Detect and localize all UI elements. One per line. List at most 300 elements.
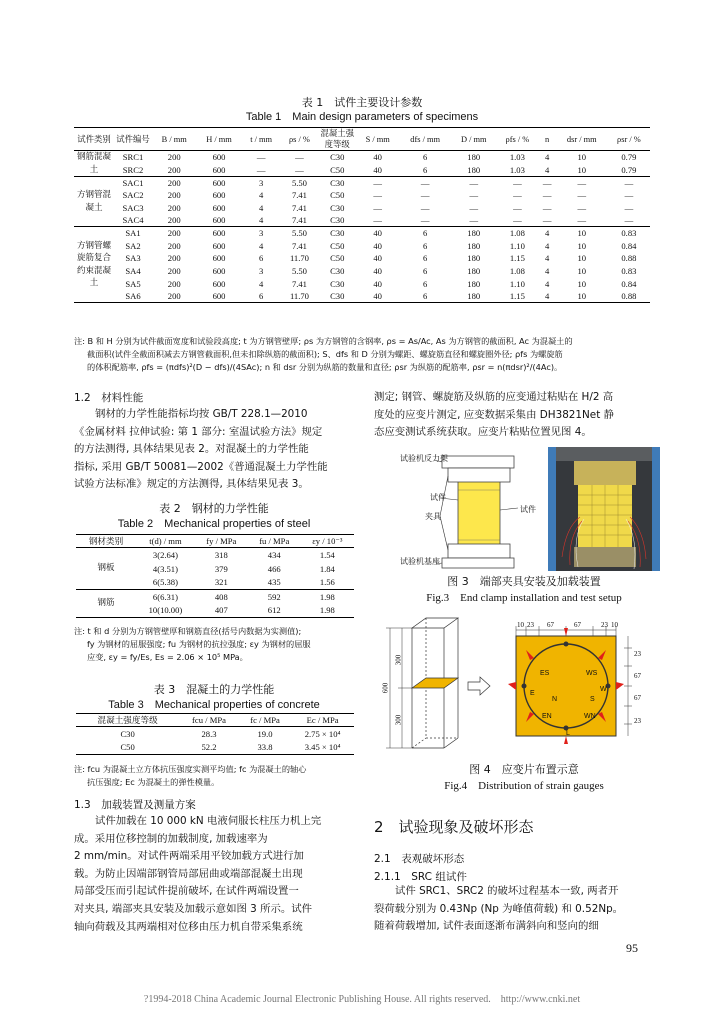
fig3-label-base: 试验机基座 [400, 557, 440, 566]
text-line: 《金属材料 拉伸试验: 第 1 部分: 室温试验方法》规定 [74, 425, 323, 438]
table-row [74, 151, 650, 164]
table2-header-row [76, 535, 354, 548]
table-cell: 1.54 [319, 549, 335, 560]
table-cell: 1.10 [509, 240, 525, 251]
table-cell: — [556, 177, 608, 190]
fig4-side-dim: 23 [634, 650, 641, 658]
text-line: 裂荷载分别为 0.43Np (Np 为峰值荷载) 和 0.52Np。 [374, 902, 624, 915]
table-cell: 10 [577, 278, 587, 289]
table-cell: 4 [544, 278, 550, 289]
section-1-2-heading: 1.2 材料性能 [74, 392, 144, 404]
table-cell: 40 [373, 164, 382, 175]
table1-header: D / mm [451, 128, 496, 151]
table-cell: 4 [544, 265, 550, 276]
table-cell: 6 [422, 253, 428, 264]
table-cell: 4 [259, 215, 264, 226]
table-cell: 600 [212, 152, 226, 163]
table-cell: 180 [467, 290, 481, 301]
table-cell: SAC4 [122, 215, 144, 226]
table1-header: 试件编号 [114, 128, 152, 151]
table-cell: SA3 [125, 253, 141, 264]
table1-header: H / mm [196, 128, 241, 151]
table-row [74, 177, 650, 190]
table3 [76, 713, 354, 755]
table-cell: — [295, 164, 304, 175]
table-cell: 40 [373, 253, 382, 264]
table-cell: 600 [212, 265, 226, 276]
table-cell: 0.84 [621, 240, 637, 251]
table-row [74, 202, 650, 215]
table-cell: C30 [330, 152, 345, 163]
table-cell: 40 [356, 227, 399, 240]
table-cell: 5.50 [281, 227, 319, 240]
table-cell: 7.41 [291, 190, 307, 201]
table-cell: 180 [467, 152, 481, 163]
table-cell: — [420, 190, 430, 201]
table-cell: 200 [167, 290, 181, 301]
table-cell: C30 [318, 177, 356, 190]
fig4-gauge-label: S [590, 696, 595, 703]
table-cell: 600 [196, 177, 241, 190]
table-cell: — [542, 202, 552, 213]
fig4-top-dim: 23 [527, 621, 534, 629]
text-line: 成。采用位移控制的加载制度, 加载速率为 [74, 832, 268, 845]
left-para-2 [74, 813, 354, 936]
table-cell: 180 [451, 227, 496, 240]
fig4-gauge-label: ES [540, 670, 550, 677]
table-cell: 10 [577, 253, 587, 264]
table1-header: ρsr / % [608, 128, 650, 151]
table2-header: fu / MPa [248, 535, 301, 548]
table-cell: 600 [212, 215, 226, 226]
table1-header: dfs / mm [399, 128, 451, 151]
table-cell: 200 [167, 253, 181, 264]
table1-note-line2: 截面积(试件全截面积减去方钢管截面积,但未扣除纵筋的截面积); S、dfs 和 D 分别为螺距、螺旋筋直径和螺旋圈外径; ρfs 为螺旋筋 [87, 349, 563, 359]
fig4-side-dim: 67 [634, 694, 641, 702]
table-cell: — [624, 202, 634, 213]
table-cell: 11.70 [289, 290, 309, 301]
table-cell: 40 [373, 290, 382, 301]
table1-header: B / mm [152, 128, 196, 151]
table-cell: SA6 [125, 290, 141, 301]
table-cell: 52.2 [201, 742, 217, 753]
fig3-label-clamp: 夹具 [425, 512, 441, 521]
table-row [74, 227, 650, 240]
table-cell: 200 [167, 190, 181, 201]
table-cell: SAC1 [114, 177, 152, 190]
table-cell: 5.50 [291, 265, 307, 276]
table-cell: — [538, 177, 555, 190]
table-cell: 200 [167, 164, 181, 175]
table-cell: SRC2 [122, 164, 144, 175]
table-cell: — [469, 202, 479, 213]
table-cell: — [577, 190, 587, 201]
table-cell: 7.41 [291, 202, 307, 213]
table-cell: 11.70 [289, 253, 309, 264]
table-row [74, 239, 650, 252]
table-cell: C30 [318, 227, 356, 240]
table-cell: 40 [373, 240, 382, 251]
table-row [74, 277, 650, 290]
table-cell: 6 [422, 278, 428, 289]
table-cell: SAC2 [122, 190, 144, 201]
table-cell: SA2 [125, 240, 141, 251]
table2-note-line2: fy 为钢材的屈服强度; fu 为钢材的抗拉强度; εy 为钢材的屈服 [87, 639, 311, 649]
table3-header: fcu / MPa [179, 714, 239, 727]
table-cell: SA1 [114, 227, 152, 240]
table-cell: — [513, 215, 522, 226]
table-cell: 33.8 [257, 742, 273, 753]
table1-note-line3: 的体积配筋率, ρfs = (πdfs)²(D − dfs)/(4SAc); n 和 dsr 分别为纵筋的数量和直径; ρsr 为纵筋的配筋率, ρsr = n(πdsr)²/(4Ac)。 [87, 362, 563, 372]
table-cell: 3 [242, 227, 281, 240]
table-cell: 7.41 [291, 278, 307, 289]
table-cell: 200 [152, 227, 196, 240]
table-cell: 0.88 [621, 290, 637, 301]
text-line: 指标, 采用 GB/T 50081—2002《普通混凝土力学性能 [74, 460, 328, 473]
table-cell: 10 [577, 240, 587, 251]
table2 [76, 534, 354, 618]
fig4-top-dim: 23 [601, 621, 608, 629]
table3-header-row [76, 714, 354, 727]
section-2-1-1-heading: 2.1.1 SRC 组试件 [374, 871, 467, 883]
table-cell: — [577, 202, 587, 213]
table-cell: 1.84 [319, 563, 335, 574]
table-cell: 3.45 × 10⁴ [304, 742, 341, 753]
table-cell: 592 [248, 590, 301, 604]
text-line: 态应变测试系统获取。应变片粘贴位置见图 4。 [374, 426, 592, 439]
table-cell: 5.50 [281, 177, 319, 190]
table-cell: — [420, 202, 430, 213]
table-cell: 407 [214, 605, 228, 616]
table1-title-en: Table 1 Main design parameters of specimens [245, 111, 479, 123]
table-cell: 379 [214, 563, 228, 574]
table-cell: 1.08 [509, 265, 525, 276]
table-cell: 0.83 [608, 227, 650, 240]
table-cell: 180 [467, 253, 481, 264]
table-cell: 0.79 [621, 152, 637, 163]
table1-header: 试件类别 [74, 128, 114, 151]
table-cell: 612 [267, 605, 281, 616]
fig4-gauge-label: WN [584, 713, 596, 720]
table-cell: 1.98 [319, 605, 335, 616]
table-cell: — [624, 215, 634, 226]
table-cell: — [451, 177, 496, 190]
table-cell: C30 [330, 202, 345, 213]
table-cell: 434 [267, 549, 281, 560]
table-cell: 0.84 [621, 278, 637, 289]
table-row [76, 727, 354, 741]
table2-group-name: 钢筋 [76, 590, 136, 618]
table-cell: 0.79 [621, 164, 637, 175]
text-line: 试件 SRC1、SRC2 的破坏过程基本一致, 两者开 [395, 885, 619, 897]
table-cell: 10 [577, 164, 587, 175]
table1-header: dsr / mm [556, 128, 608, 151]
table-cell: — [469, 190, 479, 201]
text-line: 随着荷载增加, 试件表面逐渐布满斜向和竖向的细 [374, 920, 599, 933]
table-cell: 180 [467, 265, 481, 276]
table-row [74, 189, 650, 202]
right-para-2 [374, 883, 656, 936]
table-cell: 1.56 [319, 577, 335, 588]
table3-title-en: Table 3 Mechanical properties of concrete [108, 699, 320, 711]
table-cell: 4 [259, 190, 264, 201]
table-cell: 4 [259, 278, 264, 289]
table-cell: 6(5.38) [152, 577, 178, 588]
text-line: 载。为防止因端部钢管局部屈曲或端部混凝土出现 [74, 867, 303, 880]
table-cell: 4 [259, 240, 264, 251]
table-cell: 200 [152, 177, 196, 190]
table3-title-cn: 表 3 混凝土的力学性能 [153, 683, 275, 696]
table-cell: — [373, 215, 382, 226]
table1-header: ρfs / % [496, 128, 538, 151]
table-cell: 6 [422, 152, 428, 163]
fig3-label-top: 试验机反力架 [400, 454, 448, 463]
table-cell: 600 [212, 240, 226, 251]
fig4-gauge-label: EN [542, 713, 552, 720]
fig4-caption-cn: 图 4 应变片布置示意 [469, 763, 579, 776]
table3-note-line2: 抗压强度; Ec 为混凝土的弹性模量。 [87, 777, 220, 787]
table-cell: C50 [330, 164, 345, 175]
table-cell: — [256, 164, 266, 175]
table3-header: fc / MPa [239, 714, 291, 727]
fig4-gauge-label: W [600, 686, 607, 693]
table-cell: 600 [212, 202, 226, 213]
table-cell: 6 [422, 240, 428, 251]
table-cell: 4 [538, 227, 555, 240]
table1-title-cn: 表 1 试件主要设计参数 [301, 96, 423, 109]
table2-header: fy / MPa [195, 535, 248, 548]
table-cell: — [373, 202, 382, 213]
table-cell: SRC1 [122, 152, 144, 163]
fig4-caption-en: Fig.4 Distribution of strain gauges [444, 780, 604, 792]
table-cell: — [295, 152, 304, 163]
table-cell: — [513, 202, 522, 213]
table2-group-name: 钢板 [97, 563, 115, 574]
text-line: 测定; 钢管、螺旋筋及纵筋的应变通过粘贴在 H/2 高 [374, 391, 614, 403]
fig3-label-specimen: 试件 [430, 493, 446, 502]
table-cell: 200 [167, 152, 181, 163]
table1-header: t / mm [242, 128, 281, 151]
table2-title-en: Table 2 Mechanical properties of steel [117, 518, 311, 530]
table2-header: εy / 10⁻³ [301, 535, 354, 548]
fig4-gauge-label: E [530, 690, 535, 697]
table-cell: 40 [373, 152, 382, 163]
table-cell: 3 [242, 177, 281, 190]
table1-header: ρs / % [281, 128, 319, 151]
table1 [74, 127, 650, 303]
table3-notes [74, 763, 364, 789]
table-cell: 600 [212, 278, 226, 289]
table-cell: 435 [267, 577, 281, 588]
table-cell: SA4 [125, 265, 141, 276]
table-cell: 1.98 [301, 590, 354, 604]
table2-note-line3: 应变, εy = fy/Es, Es = 2.06 × 10⁵ MPa。 [87, 652, 248, 662]
table-cell: 200 [167, 202, 181, 213]
fig4-gauge-label: N [552, 696, 558, 703]
table-cell: 4 [259, 202, 264, 213]
table-cell: — [542, 190, 552, 201]
table-row [74, 164, 650, 177]
text-line: 的方法测得, 具体结果见表 2。对混凝土的力学性能 [74, 443, 309, 456]
table-cell: 4 [544, 253, 550, 264]
left-para-1 [74, 406, 354, 494]
table-cell: 0.83 [621, 265, 637, 276]
table1-notes [74, 335, 654, 374]
table-cell: 408 [195, 590, 248, 604]
table2-header: 钢材类别 [76, 535, 136, 548]
fig4-h-total: 600 [381, 682, 390, 694]
table-row [74, 265, 650, 278]
table-cell: 6 [399, 227, 451, 240]
right-para-1 [374, 389, 656, 442]
table-cell: 6 [259, 290, 264, 301]
table1-note-line1: 注: B 和 H 分别为试件截面宽度和试验段高度; t 为方钢管壁厚; ρs 为方钢管的含钢率, ρs = As/Ac, As 为方钢管的截面积, Ac 为混凝土的 [74, 336, 573, 346]
table-cell: 1.03 [509, 152, 525, 163]
fig4-side-dim: 67 [634, 672, 641, 680]
table-cell: 10 [577, 290, 587, 301]
table-cell: 6 [422, 265, 428, 276]
table-cell: 600 [212, 253, 226, 264]
table-cell: C30 [330, 265, 345, 276]
table-cell: 180 [467, 164, 481, 175]
table2-notes [74, 625, 364, 664]
fig3-caption-cn: 图 3 端部夹具安装及加载装置 [447, 575, 601, 588]
table-cell: 200 [167, 215, 181, 226]
table-cell: — [542, 215, 552, 226]
table-cell: 10 [577, 265, 587, 276]
section-2-1-heading: 2.1 表观破坏形态 [374, 853, 465, 865]
table-cell: 2.75 × 10⁴ [304, 728, 341, 739]
table-cell: 600 [212, 164, 226, 175]
table1-group-name: 钢筋混凝土 [76, 152, 111, 175]
table-cell: 0.88 [621, 253, 637, 264]
table-cell: 6(6.31) [136, 590, 195, 604]
text-line: 试验方法标准》规定的方法测得, 具体结果见表 3。 [74, 478, 309, 491]
table-cell: 600 [212, 190, 226, 201]
table-cell: C50 [330, 190, 345, 201]
figure-3-schematic [396, 450, 536, 570]
table-cell: 4 [544, 164, 550, 175]
table-cell: 200 [167, 265, 181, 276]
table2-header: t(d) / mm [136, 535, 195, 548]
table-row [74, 290, 650, 303]
fig4-h-top: 300 [394, 654, 403, 666]
table-cell: 1.08 [496, 227, 538, 240]
table-cell: 180 [467, 278, 481, 289]
table-cell: — [469, 215, 479, 226]
table-cell: — [399, 177, 451, 190]
table-cell: — [577, 215, 587, 226]
footer-copyright: ?1994-2018 China Academic Journal Electronic Publishing House. All rights reserved. http://www.cnki.net [143, 994, 581, 1005]
fig3-caption-en: Fig.3 End clamp installation and test setup [426, 592, 622, 604]
table-cell: 10 [556, 227, 608, 240]
table-cell: 10 [577, 152, 587, 163]
fig4-gauge-label: WS [586, 670, 598, 677]
table1-header-row [74, 128, 650, 151]
page-number: 95 [626, 941, 638, 955]
table3-note-line1: 注: fcu 为混凝土立方体抗压强度实测平均值; fc 为混凝土的轴心 [74, 764, 307, 774]
fig4-top-dim: 67 [547, 621, 554, 629]
table1-group-name: 方钢管螺旋筋复合约束混凝土 [74, 227, 114, 303]
table-cell: 318 [214, 549, 228, 560]
table-cell: 4 [544, 240, 550, 251]
text-line: 轴向荷载及其两端相对位移由压力机自带采集系统 [74, 920, 303, 933]
table-cell: SAC3 [122, 202, 144, 213]
table-cell: C50 [120, 742, 135, 753]
table-row [76, 741, 354, 755]
table-cell: 1.15 [509, 253, 525, 264]
table1-header: n [538, 128, 555, 151]
table-cell: 600 [212, 290, 226, 301]
table-cell: — [513, 190, 522, 201]
table-cell: C30 [330, 215, 345, 226]
table-cell: 40 [373, 265, 382, 276]
text-line: 2 mm/min。对试件两端采用平铰加载方式进行加 [74, 850, 304, 863]
table2-note-line1: 注: t 和 d 分别为方钢管壁厚和钢筋直径(括号内数据为实测值); [74, 626, 302, 636]
table-cell: — [608, 177, 650, 190]
table-row [74, 214, 650, 227]
table-cell: C50 [330, 253, 345, 264]
table-row [74, 252, 650, 265]
table-cell: 10(10.00) [148, 605, 183, 616]
table-cell: SA5 [125, 278, 141, 289]
fig4-h-bot: 300 [394, 714, 403, 726]
table-cell: — [624, 190, 634, 201]
table1-header: 混凝土强度等级 [318, 128, 356, 151]
table-cell: 6 [259, 253, 264, 264]
table-cell: — [496, 177, 538, 190]
table-cell: — [373, 190, 382, 201]
table2-title-cn: 表 2 钢材的力学性能 [159, 502, 269, 515]
table-cell: 200 [167, 240, 181, 251]
table-cell: 200 [167, 278, 181, 289]
table-cell: — [356, 177, 399, 190]
text-line: 局部受压而引起试件提前破坏, 在试件两端设置一 [74, 885, 299, 898]
table3-header: Ec / MPa [291, 714, 354, 727]
fig4-top-dim: 10 [611, 621, 618, 629]
table-cell: 3 [259, 265, 264, 276]
text-line: 对夹具, 端部夹具安装及加载示意如图 3 所示。试件 [74, 902, 313, 915]
table-cell: 28.3 [201, 728, 217, 739]
table-cell: 600 [196, 227, 241, 240]
text-line: 度处的应变片测定, 应变数据采集由 DH3821Net 静 [374, 408, 614, 421]
table-cell: 1.10 [509, 278, 525, 289]
table-cell: 1.15 [509, 290, 525, 301]
table-cell: 19.0 [257, 728, 273, 739]
table-cell: C30 [330, 290, 345, 301]
figure-4 [376, 616, 666, 756]
table-cell: 6 [422, 164, 428, 175]
section-2-heading: 2 试验现象及破坏形态 [374, 818, 534, 836]
table-cell: 7.41 [291, 240, 307, 251]
table-row [76, 548, 354, 562]
table-cell: 321 [214, 577, 228, 588]
table-cell: 466 [267, 563, 281, 574]
section-1-3-heading: 1.3 加载装置及测量方案 [74, 799, 196, 811]
text-line: 试件加载在 10 000 kN 电液伺服长柱压力机上完 [95, 815, 322, 827]
table1-group-name: 方钢管混凝土 [74, 177, 114, 227]
text-line: 钢材的力学性能指标均按 GB/T 228.1—2010 [95, 408, 308, 420]
table-cell: C30 [120, 728, 135, 739]
table-cell: 3(2.64) [152, 549, 178, 560]
table-cell: 6 [422, 290, 428, 301]
table-cell: — [256, 152, 266, 163]
table-cell: — [420, 215, 430, 226]
fig3-label-specimen2: 试件 [520, 505, 536, 514]
table-cell: 40 [373, 278, 382, 289]
table-cell: 1.03 [509, 164, 525, 175]
table3-header: 混凝土强度等级 [76, 714, 179, 727]
